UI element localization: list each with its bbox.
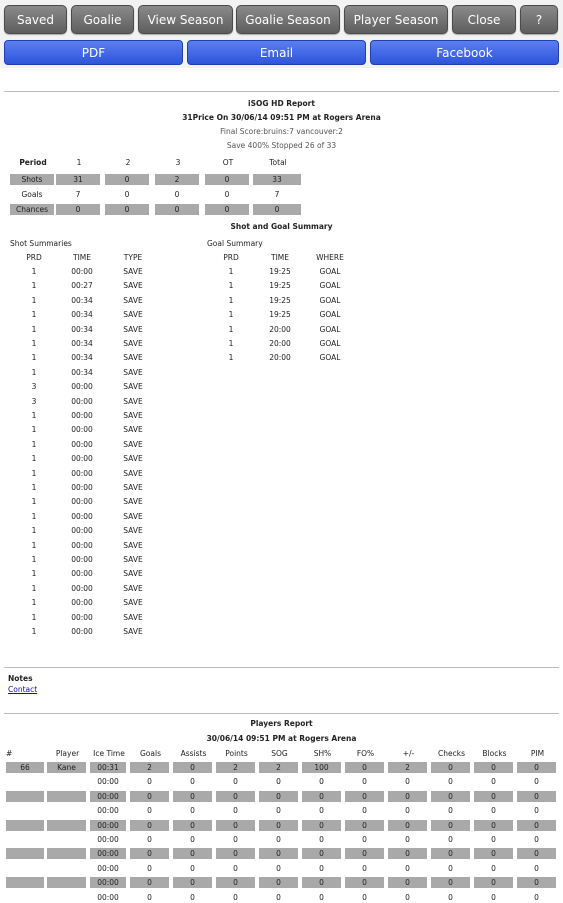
close-button[interactable]: Close bbox=[452, 5, 516, 34]
player-season-button[interactable]: Player Season bbox=[344, 5, 448, 34]
players-row-cell: Kane bbox=[47, 762, 86, 773]
players-row-cell: 0 bbox=[190, 835, 195, 844]
players-row-cell: 0 bbox=[173, 848, 212, 859]
shot-row-cell: SAVE bbox=[123, 267, 143, 276]
divider bbox=[4, 667, 559, 668]
period-cell: 0 bbox=[224, 190, 230, 199]
goal-row-cell: GOAL bbox=[319, 267, 341, 276]
shot-row-cell: 1 bbox=[31, 569, 37, 579]
shot-header: PRD bbox=[26, 253, 42, 262]
players-row-cell: 0 bbox=[534, 777, 539, 787]
shot-row-cell: 1 bbox=[31, 583, 37, 593]
shot-row-cell: 00:34 bbox=[71, 353, 93, 363]
shot-row-cell: SAVE bbox=[123, 612, 143, 622]
players-header: Player bbox=[55, 749, 80, 758]
goal-row-cell: 19:25 bbox=[269, 267, 291, 276]
notes-label: Notes bbox=[8, 674, 33, 683]
players-row-cell: 0 bbox=[388, 877, 427, 888]
players-row-cell: 0 bbox=[534, 863, 539, 873]
shot-row-cell: SAVE bbox=[123, 281, 143, 291]
shot-row-cell: 1 bbox=[31, 612, 37, 622]
period-cell: 31 bbox=[56, 174, 100, 185]
players-row-cell: 0 bbox=[319, 777, 324, 787]
players-row-cell: 0 bbox=[431, 791, 470, 802]
players-row-cell: 0 bbox=[517, 848, 556, 859]
players-row-cell: 0 bbox=[173, 820, 212, 831]
players-row-cell: 0 bbox=[388, 791, 427, 802]
report-subtitle: 31Price On 30/06/14 09:51 PM at Rogers Arena bbox=[182, 113, 381, 122]
period-cell: 0 bbox=[105, 204, 149, 215]
players-title: Players Report bbox=[250, 719, 313, 728]
period-cell: 0 bbox=[205, 174, 249, 185]
players-row-cell: 0 bbox=[276, 777, 281, 787]
save-summary: Save 400% Stopped 26 of 33 bbox=[226, 141, 337, 150]
players-row-cell: 2 bbox=[216, 762, 255, 773]
players-row-cell: 00:00 bbox=[97, 892, 119, 902]
players-row-cell: 00:00 bbox=[90, 848, 126, 859]
shot-row-cell: 1 bbox=[31, 497, 37, 507]
players-row-cell: 0 bbox=[319, 863, 324, 873]
goal-header: TIME bbox=[270, 253, 289, 262]
shot-row-cell: 1 bbox=[31, 411, 37, 420]
players-row-cell: 0 bbox=[147, 777, 152, 787]
players-row-cell: 0 bbox=[130, 877, 169, 888]
shot-row-cell: 00:34 bbox=[71, 324, 93, 334]
period-cell: 0 bbox=[205, 204, 249, 215]
players-row-cell: 0 bbox=[388, 820, 427, 831]
goal-row-cell: 1 bbox=[228, 310, 234, 320]
shot-row-cell: SAVE bbox=[123, 627, 143, 636]
players-row-cell: 2 bbox=[259, 762, 298, 773]
shot-row-cell: 1 bbox=[31, 483, 37, 492]
players-subtitle: 30/06/14 09:51 PM at Rogers Arena bbox=[206, 734, 357, 743]
players-row-cell: 0 bbox=[302, 848, 341, 859]
players-row-cell: 00:00 bbox=[90, 820, 126, 831]
players-row-cell: 0 bbox=[147, 863, 152, 873]
shot-row-cell: 00:00 bbox=[71, 425, 93, 435]
shot-row-cell: SAVE bbox=[123, 324, 143, 334]
shot-row-cell: 00:34 bbox=[71, 310, 93, 320]
players-row-cell bbox=[6, 776, 44, 787]
shot-row-cell: SAVE bbox=[123, 483, 143, 492]
shot-row-cell: 00:34 bbox=[71, 339, 93, 348]
shot-row-cell: 00:00 bbox=[71, 555, 93, 564]
players-row-cell: 0 bbox=[276, 892, 281, 902]
period-cell: 7 bbox=[274, 190, 280, 199]
goal-row-cell: 1 bbox=[228, 295, 234, 305]
players-row-cell: 0 bbox=[431, 762, 470, 773]
goal-row-cell: 20:00 bbox=[269, 339, 291, 348]
shot-row-cell: 1 bbox=[31, 324, 37, 334]
shot-row-cell: SAVE bbox=[123, 310, 143, 320]
players-header: Points bbox=[225, 749, 248, 758]
players-row-cell: 0 bbox=[474, 877, 513, 888]
shot-row-cell: 1 bbox=[31, 598, 37, 608]
period-cell: 0 bbox=[174, 190, 180, 199]
final-score: Final Score:bruins:7 vancouver:2 bbox=[220, 127, 343, 136]
players-row-cell: 0 bbox=[190, 863, 195, 873]
players-row-cell: 0 bbox=[474, 848, 513, 859]
period-header: 2 bbox=[125, 158, 131, 167]
players-row-cell: 00:31 bbox=[90, 762, 126, 773]
shot-row-cell: SAVE bbox=[123, 382, 143, 392]
shot-row-cell: 1 bbox=[31, 310, 37, 320]
players-row-cell: 0 bbox=[259, 848, 298, 859]
shot-row-cell: SAVE bbox=[123, 569, 143, 579]
players-row-cell: 0 bbox=[362, 863, 367, 873]
shot-row-cell: 1 bbox=[31, 295, 37, 305]
players-row-cell: 0 bbox=[319, 892, 324, 902]
players-row-cell: 0 bbox=[362, 835, 367, 844]
goal-row-cell: GOAL bbox=[319, 281, 341, 291]
shot-row-cell: 00:00 bbox=[71, 454, 93, 464]
players-row-cell: 0 bbox=[147, 835, 152, 844]
shot-row-cell: 00:00 bbox=[71, 540, 93, 550]
view-season-button[interactable]: View Season bbox=[138, 5, 233, 34]
shot-row-cell: 00:00 bbox=[71, 382, 93, 392]
players-row-cell: 0 bbox=[216, 877, 255, 888]
players-row-cell bbox=[6, 863, 44, 874]
shot-row-cell: SAVE bbox=[123, 411, 143, 420]
shot-row-cell: 3 bbox=[31, 396, 37, 406]
players-row-cell: 0 bbox=[345, 848, 384, 859]
shot-row-cell: 1 bbox=[31, 540, 37, 550]
players-row-cell: 00:00 bbox=[97, 863, 119, 873]
players-row-cell: 0 bbox=[173, 791, 212, 802]
players-row-cell: 0 bbox=[345, 791, 384, 802]
players-row-cell: 0 bbox=[345, 877, 384, 888]
goalie-season-button[interactable]: Goalie Season bbox=[236, 5, 340, 34]
shot-row-cell: 1 bbox=[31, 439, 37, 449]
players-row-cell: 0 bbox=[233, 835, 238, 844]
help-button[interactable]: ? bbox=[520, 5, 558, 34]
shot-row-cell: SAVE bbox=[123, 526, 143, 536]
players-row-cell bbox=[47, 863, 86, 874]
players-row-cell: 0 bbox=[276, 835, 281, 844]
period-cell: 33 bbox=[253, 174, 301, 185]
shot-row-cell: 00:00 bbox=[71, 267, 93, 276]
shot-row-cell: SAVE bbox=[123, 353, 143, 363]
players-row-cell: 0 bbox=[233, 892, 238, 902]
players-row-cell: 0 bbox=[302, 791, 341, 802]
period-cell: 7 bbox=[75, 190, 81, 199]
players-row-cell: 0 bbox=[431, 820, 470, 831]
players-row-cell: 0 bbox=[448, 892, 453, 902]
shot-summary-label: Shot Summaries bbox=[10, 239, 72, 248]
shot-row-cell: 00:00 bbox=[71, 497, 93, 507]
shot-row-cell: 3 bbox=[31, 382, 37, 392]
players-row-cell: 0 bbox=[130, 848, 169, 859]
shot-row-cell: SAVE bbox=[123, 468, 143, 478]
shot-row-cell: 00:00 bbox=[71, 598, 93, 608]
shot-row-cell: 1 bbox=[31, 281, 37, 291]
players-row-cell: 2 bbox=[388, 762, 427, 773]
shot-row-cell: 1 bbox=[31, 511, 37, 521]
report-title: iSOG HD Report bbox=[248, 99, 315, 108]
pdf-button[interactable]: PDF bbox=[4, 40, 183, 65]
goal-row-cell: 19:25 bbox=[269, 310, 291, 320]
players-row-cell: 0 bbox=[130, 820, 169, 831]
goal-header: PRD bbox=[223, 253, 239, 262]
players-header: Ice Time bbox=[93, 749, 125, 758]
players-row-cell bbox=[47, 820, 86, 831]
shot-row-cell: SAVE bbox=[123, 511, 143, 521]
shot-row-cell: 1 bbox=[31, 468, 37, 478]
players-row-cell: 0 bbox=[474, 820, 513, 831]
players-row-cell bbox=[47, 877, 86, 888]
players-row-cell bbox=[47, 791, 86, 802]
players-row-cell bbox=[6, 791, 44, 802]
players-row-cell: 0 bbox=[259, 820, 298, 831]
players-row-cell: 0 bbox=[302, 820, 341, 831]
goal-row-cell: 1 bbox=[228, 324, 234, 334]
players-row-cell: 0 bbox=[448, 777, 453, 787]
shot-row-cell: 00:00 bbox=[71, 627, 93, 636]
shot-row-cell: 00:34 bbox=[71, 367, 93, 377]
players-row-cell: 0 bbox=[130, 791, 169, 802]
players-row-cell: 0 bbox=[302, 877, 341, 888]
players-row-cell: 2 bbox=[130, 762, 169, 773]
period-cell: Goals bbox=[21, 190, 43, 199]
shot-row-cell: 00:00 bbox=[71, 612, 93, 622]
players-row-cell: 0 bbox=[517, 820, 556, 831]
period-cell: Chances bbox=[10, 204, 54, 215]
players-header: Assists bbox=[180, 749, 207, 758]
period-cell: 0 bbox=[124, 190, 130, 199]
players-row-cell: 0 bbox=[216, 820, 255, 831]
shot-row-cell: 00:00 bbox=[71, 511, 93, 521]
players-row-cell: 0 bbox=[319, 835, 324, 844]
players-row-cell: 0 bbox=[276, 806, 281, 816]
goal-row-cell: 1 bbox=[228, 353, 234, 363]
players-row-cell: 0 bbox=[147, 806, 152, 816]
shot-header: TYPE bbox=[123, 253, 143, 262]
goal-row-cell: 19:25 bbox=[269, 281, 291, 291]
players-header: # bbox=[6, 749, 13, 758]
players-row-cell: 0 bbox=[233, 806, 238, 816]
players-row-cell bbox=[47, 848, 86, 859]
shot-row-cell: 1 bbox=[31, 339, 37, 348]
shot-row-cell: SAVE bbox=[123, 540, 143, 550]
players-header: +/- bbox=[402, 749, 415, 758]
goal-row-cell: GOAL bbox=[319, 339, 341, 348]
period-cell: 0 bbox=[253, 204, 301, 215]
goal-row-cell: GOAL bbox=[319, 353, 341, 363]
players-row-cell bbox=[47, 892, 86, 903]
players-row-cell: 0 bbox=[491, 835, 496, 844]
saved-button[interactable]: Saved bbox=[4, 5, 67, 34]
players-row-cell: 00:00 bbox=[90, 877, 126, 888]
period-cell: 2 bbox=[155, 174, 199, 185]
players-row-cell: 0 bbox=[173, 762, 212, 773]
shot-row-cell: SAVE bbox=[123, 367, 143, 377]
players-row-cell bbox=[6, 877, 44, 888]
players-row-cell: 0 bbox=[534, 835, 539, 844]
players-row-cell: 0 bbox=[362, 892, 367, 902]
players-row-cell bbox=[47, 805, 86, 816]
players-row-cell: 0 bbox=[517, 791, 556, 802]
players-header: PIM bbox=[530, 749, 545, 758]
period-cell: 0 bbox=[56, 204, 100, 215]
divider bbox=[4, 713, 559, 714]
players-row-cell: 0 bbox=[491, 806, 496, 816]
players-row-cell: 0 bbox=[534, 892, 539, 902]
period-header: Period bbox=[19, 158, 47, 167]
goal-row-cell: 20:00 bbox=[269, 353, 291, 363]
summary-title: Shot and Goal Summary bbox=[230, 222, 333, 231]
players-row-cell: 0 bbox=[259, 791, 298, 802]
goal-row-cell: GOAL bbox=[319, 295, 341, 305]
players-header: SH% bbox=[313, 749, 332, 758]
players-row-cell: 0 bbox=[405, 777, 410, 787]
shot-row-cell: 1 bbox=[31, 353, 37, 363]
period-header: 1 bbox=[76, 158, 82, 167]
shot-row-cell: 00:00 bbox=[71, 569, 93, 579]
players-row-cell: 0 bbox=[190, 892, 195, 902]
players-row-cell: 0 bbox=[491, 892, 496, 902]
shot-row-cell: 00:00 bbox=[71, 439, 93, 449]
divider bbox=[4, 91, 559, 92]
players-row-cell: 0 bbox=[345, 762, 384, 773]
players-row-cell: 0 bbox=[517, 877, 556, 888]
shot-row-cell: SAVE bbox=[123, 339, 143, 348]
players-row-cell bbox=[6, 834, 44, 845]
shot-row-cell: SAVE bbox=[123, 497, 143, 507]
players-row-cell: 0 bbox=[319, 806, 324, 816]
shot-row-cell: 00:34 bbox=[71, 295, 93, 305]
shot-row-cell: SAVE bbox=[123, 295, 143, 305]
shot-row-cell: SAVE bbox=[123, 439, 143, 449]
period-header: OT bbox=[222, 158, 234, 167]
shot-row-cell: 1 bbox=[31, 267, 37, 276]
contact-link[interactable]: Contact bbox=[8, 685, 38, 694]
players-row-cell: 0 bbox=[405, 863, 410, 873]
shot-row-cell: 1 bbox=[31, 526, 37, 536]
period-cell: Shots bbox=[10, 174, 54, 185]
players-row-cell: 0 bbox=[362, 777, 367, 787]
period-header: 3 bbox=[175, 158, 181, 167]
shot-row-cell: 1 bbox=[31, 627, 37, 636]
players-row-cell: 0 bbox=[388, 848, 427, 859]
players-row-cell: 0 bbox=[362, 806, 367, 816]
facebook-button[interactable]: Facebook bbox=[370, 40, 559, 65]
players-row-cell: 0 bbox=[491, 863, 496, 873]
players-row-cell bbox=[6, 820, 44, 831]
goal-row-cell: 1 bbox=[228, 339, 234, 348]
players-row-cell: 0 bbox=[431, 848, 470, 859]
shot-row-cell: SAVE bbox=[123, 454, 143, 464]
shot-row-cell: 1 bbox=[31, 555, 37, 564]
shot-row-cell: 00:00 bbox=[71, 411, 93, 420]
players-row-cell: 00:00 bbox=[97, 777, 119, 787]
shot-row-cell: 00:00 bbox=[71, 583, 93, 593]
players-row-cell: 66 bbox=[6, 762, 44, 773]
shot-row-cell: SAVE bbox=[123, 425, 143, 435]
shot-row-cell: SAVE bbox=[123, 598, 143, 608]
goal-row-cell: 19:25 bbox=[269, 295, 291, 305]
shot-row-cell: 1 bbox=[31, 454, 37, 464]
players-header: SOG bbox=[271, 749, 288, 758]
shot-row-cell: SAVE bbox=[123, 583, 143, 593]
players-row-cell: 0 bbox=[474, 791, 513, 802]
players-row-cell: 0 bbox=[216, 791, 255, 802]
players-row-cell: 0 bbox=[534, 806, 539, 816]
players-row-cell: 0 bbox=[259, 877, 298, 888]
players-row-cell: 0 bbox=[190, 806, 195, 816]
goal-row-cell: 1 bbox=[228, 281, 234, 291]
players-header: Blocks bbox=[482, 749, 507, 758]
players-row-cell bbox=[6, 805, 44, 816]
shot-row-cell: 00:00 bbox=[71, 483, 93, 492]
players-row-cell: 0 bbox=[448, 863, 453, 873]
players-row-cell: 00:00 bbox=[90, 791, 126, 802]
period-cell: 0 bbox=[105, 174, 149, 185]
players-row-cell: 00:00 bbox=[97, 835, 119, 844]
players-row-cell: 0 bbox=[345, 820, 384, 831]
email-button[interactable]: Email bbox=[187, 40, 366, 65]
shot-row-cell: 1 bbox=[31, 425, 37, 435]
players-row-cell: 00:00 bbox=[97, 806, 119, 816]
shot-row-cell: 00:27 bbox=[71, 281, 93, 291]
players-row-cell: 0 bbox=[147, 892, 152, 902]
goal-summary-label: Goal Summary bbox=[207, 239, 263, 248]
players-header: FO% bbox=[356, 749, 375, 758]
players-row-cell: 100 bbox=[302, 762, 341, 773]
players-row-cell: 0 bbox=[431, 877, 470, 888]
goal-row-cell: GOAL bbox=[319, 310, 341, 320]
players-row-cell: 0 bbox=[405, 806, 410, 816]
players-row-cell: 0 bbox=[276, 863, 281, 873]
shot-row-cell: SAVE bbox=[123, 555, 143, 564]
players-row-cell: 0 bbox=[233, 777, 238, 787]
players-row-cell bbox=[47, 834, 86, 845]
goal-row-cell: 20:00 bbox=[269, 324, 291, 334]
players-header: Checks bbox=[438, 749, 465, 758]
shot-header: TIME bbox=[72, 253, 91, 262]
players-row-cell bbox=[47, 776, 86, 787]
players-row-cell: 0 bbox=[173, 877, 212, 888]
goal-header: WHERE bbox=[316, 253, 344, 262]
players-row-cell: 0 bbox=[448, 806, 453, 816]
players-row-cell: 0 bbox=[190, 777, 195, 787]
players-row-cell bbox=[6, 892, 44, 903]
players-row-cell: 0 bbox=[517, 762, 556, 773]
goal-row-cell: 1 bbox=[228, 267, 234, 276]
players-row-cell bbox=[6, 848, 44, 859]
players-row-cell: 0 bbox=[405, 892, 410, 902]
shot-row-cell: 00:00 bbox=[71, 526, 93, 536]
toolbar bbox=[0, 0, 563, 68]
goal-row-cell: GOAL bbox=[319, 324, 341, 334]
shot-row-cell: 00:00 bbox=[71, 396, 93, 406]
goalie-button[interactable]: Goalie bbox=[71, 5, 134, 34]
period-cell: 0 bbox=[155, 204, 199, 215]
shot-row-cell: 00:00 bbox=[71, 468, 93, 478]
shot-row-cell: SAVE bbox=[123, 396, 143, 406]
players-row-cell: 0 bbox=[216, 848, 255, 859]
players-row-cell: 0 bbox=[233, 863, 238, 873]
players-row-cell: 0 bbox=[448, 835, 453, 844]
players-row-cell: 0 bbox=[405, 835, 410, 844]
players-row-cell: 0 bbox=[491, 777, 496, 787]
shot-row-cell: 1 bbox=[31, 367, 37, 377]
period-header: Total bbox=[269, 158, 287, 167]
players-header: Goals bbox=[140, 749, 161, 758]
players-row-cell: 0 bbox=[474, 762, 513, 773]
